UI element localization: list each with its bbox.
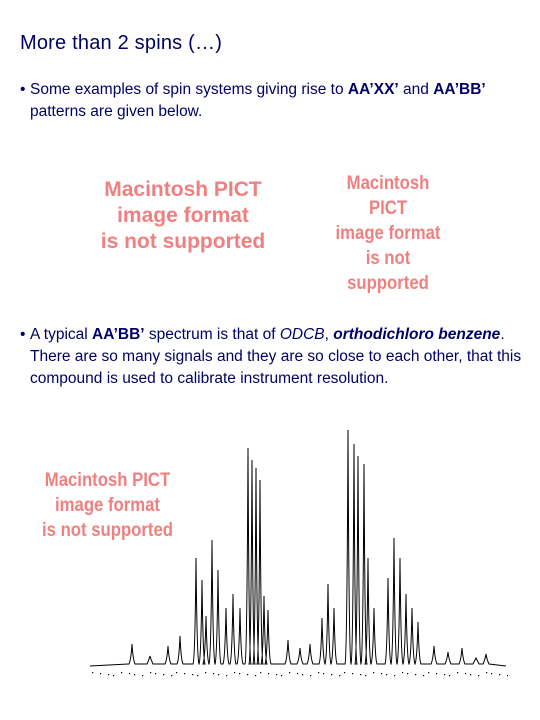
text-bold: AA’BB’ [92,326,145,343]
spectrum-noise-dot [163,674,164,675]
text-run: spectrum is that of [144,326,280,343]
bullet-text [20,324,525,390]
text-run: A typical [30,326,93,343]
spectrum-noise-dot [176,672,177,673]
spectrum-noise-dot [100,673,101,674]
spectrum-noise-dot [407,673,408,674]
slide-title: More than 2 spins (…) [20,32,223,54]
spectrum-noise-dot [428,672,429,673]
spectrum-noise-dot [457,672,458,673]
spectrum-noise-dot [310,675,311,676]
spectrum-noise-dot [478,675,479,676]
spectrum-noise-dot [470,674,471,675]
placeholder-line: Macintosh PICT [346,173,430,219]
spectrum-noise-dot [129,673,130,674]
spectrum-noise-dot [134,674,135,675]
placeholder-line: is not supported [42,520,173,541]
text-run: Some examples of spin systems giving rise to [30,81,348,98]
spectrum-noise-dot [423,675,424,676]
spectrum-noise-dot [260,672,261,673]
bullet-spin-systems [20,79,525,123]
spectrum-noise-dot [108,674,109,675]
spectrum-noise-dot [331,674,332,675]
spectrum-noise-dot [255,675,256,676]
spectrum-noise-dot [192,674,193,675]
spectrum-noise-dot [415,674,416,675]
spectrum-noise-dot [373,672,374,673]
spectrum-noise-dot [352,673,353,674]
pict-placeholder-bottom [39,468,175,543]
spectrum-noise-dot [213,673,214,674]
spectrum-noise-dot [465,673,466,674]
placeholder-line: is not supported [347,248,429,294]
spectrum-noise-dot [218,674,219,675]
spectrum-noise-dot [142,675,143,676]
bullet-marker: • [20,326,26,343]
spectrum-noise-dot [247,674,248,675]
spectrum-noise-dot [289,672,290,673]
spectrum-noise-dot [171,675,172,676]
spectrum-noise-dot [486,672,487,673]
spectrum-noise-dot [197,675,198,676]
spectrum-noise-dot [276,674,277,675]
spectrum-noise-dot [344,672,345,673]
text-run: and [398,81,434,98]
spectrum-noise-dot [121,672,122,673]
pict-placeholder-left [88,177,278,255]
spectrum-noise-dot [360,674,361,675]
spectrum-noise-dot [449,675,450,676]
placeholder-line: Macintosh PICT [104,178,262,201]
spectrum-noise-dot [226,675,227,676]
spectrum-noise-dot [339,675,340,676]
spectrum-noise-dot [92,672,93,673]
spectrum-trace [90,430,506,666]
spectrum-noise-dot [394,675,395,676]
spectrum-noise-dot [381,673,382,674]
spectrum-noise-dot [239,673,240,674]
spectrum-noise-dot [150,672,151,673]
spectrum-noise-dot [205,672,206,673]
placeholder-line: is not supported [100,230,266,253]
spectrum-noise-dot [402,672,403,673]
placeholder-line: image format [117,204,249,227]
spectrum-noise-dot [499,674,500,675]
text-bold: AA’XX’ [347,81,399,98]
spectrum-noise-dot [234,672,235,673]
spectrum-noise-dot [507,675,508,676]
spectrum-noise-dot [302,674,303,675]
spectrum-noise-dot [184,673,185,674]
bullet-text [20,79,525,123]
placeholder-line: image format [55,495,160,516]
spectrum-noise-dot [297,673,298,674]
spectrum-noise-dot [436,673,437,674]
spectrum-noise-dot [365,675,366,676]
spectrum-noise-dot [491,673,492,674]
spectrum-noise-dot [444,674,445,675]
text-bold: AA’BB’ [433,81,486,98]
text-italic: ODCB [279,326,325,343]
spectrum-noise-dot [268,673,269,674]
spectrum-noise-dot [318,672,319,673]
spectrum-noise-dot [323,673,324,674]
text-bold-italic: orthodichloro benzene [333,326,501,343]
bullet-odcb [20,324,525,390]
text-run: . There are so many signals and they are so close to each other, that this compound is used to calibrate instrument resolution. [30,326,522,387]
nmr-spectrum-image [88,408,508,698]
spectrum-noise-dot [155,673,156,674]
text-run: , [324,326,334,343]
bullet-marker: • [20,81,26,98]
pict-placeholder-right [326,171,449,296]
spectrum-noise-dot [386,674,387,675]
placeholder-line: Macintosh PICT [44,470,171,491]
placeholder-line: image format [335,223,441,244]
spectrum-noise-dot [281,675,282,676]
spectrum-noise-dot [113,675,114,676]
text-run: patterns are given below. [30,103,203,120]
